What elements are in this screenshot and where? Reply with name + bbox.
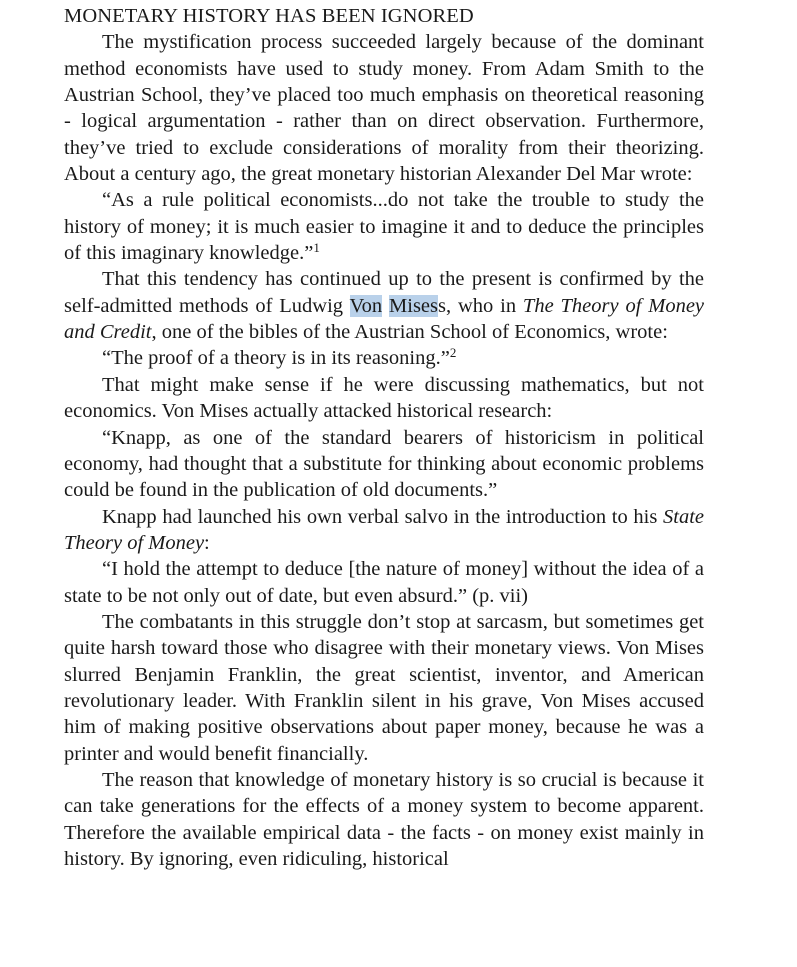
paragraph-text: That might make sense if he were discussing mathematics, but not economics. Von Mises actually attacked historical research: xyxy=(64,373,704,423)
paragraph xyxy=(64,266,704,345)
paragraph-text xyxy=(382,295,389,317)
paragraph xyxy=(64,609,704,767)
paragraph-text: s, who in xyxy=(438,294,523,317)
paragraph-text: The reason that knowledge of monetary history is so crucial is because it can take generations for the effects of a money system to become apparent. Therefore the available empirical data - the facts - on money exist mainly in history. By ignoring, even ridiculing, historical xyxy=(64,768,704,870)
section-heading: MONETARY HISTORY HAS BEEN IGNORED xyxy=(64,5,474,27)
quote-text: “As a rule political economists...do not take the trouble to study the history of money; it is much easier to imagine it and to deduce the principles of this imaginary knowledge.” xyxy=(64,189,704,265)
paragraph-text: Knapp had launched his own verbal salvo in the introduction to his xyxy=(102,505,663,528)
search-highlight: Mises xyxy=(389,294,439,317)
quote-paragraph xyxy=(64,345,704,371)
text-column xyxy=(64,3,704,872)
quote-text: “The proof of a theory is in its reasoning.” xyxy=(102,347,450,370)
footnote-marker[interactable]: 1 xyxy=(313,240,320,256)
paragraph-text: The combatants in this struggle don’t stop at sarcasm, but sometimes get quite harsh toward those who disagree with their monetary views. Von Mises slurred Benjamin Franklin, the great scientist, inventor, and American revolutionary leader. With Franklin silent in his grave, Von Mises accused him of making positive observations about paper money, because he was a printer and would benefit financially. xyxy=(64,610,704,765)
quote-text: “I hold the attempt to deduce [the nature of money] without the idea of a state to be not only out of date, but even absurd.” (p. vii) xyxy=(64,558,704,607)
paragraph-text: , one of the bibles of the Austrian School of Economics, wrote: xyxy=(151,321,668,344)
paragraph-text: : xyxy=(204,531,210,554)
quote-paragraph xyxy=(64,187,704,266)
quote-paragraph xyxy=(64,556,704,609)
paragraph xyxy=(64,372,704,425)
footnote-marker[interactable]: 2 xyxy=(449,345,457,361)
book-title: State Theory of Money xyxy=(64,505,704,554)
quote-paragraph xyxy=(64,425,704,504)
paragraph xyxy=(64,29,704,187)
paragraph-text: The mystification process succeeded largely because of the dominant method economists have used to study money. From Adam Smith to the Austrian School, they’ve placed too much emphasis on theoretical reasoning - logical argumentation - rather than on direct observation. Furthermore, they’ve tried to exclude considerations of morality from their theorizing. About a century ago, the great monetary historian Alexander Del Mar wrote: xyxy=(64,31,704,186)
paragraph xyxy=(64,504,704,557)
quote-text: “Knapp, as one of the standard bearers of historicism in political economy, had thought that a substitute for thinking about economic problems could be found in the publication of old documents.” xyxy=(64,426,704,502)
search-highlight: Von xyxy=(349,294,383,317)
paragraph xyxy=(64,767,704,872)
book-title: The Theory of Money and Credit xyxy=(64,294,705,344)
paragraph-text: That this tendency has continued up to the present is confirmed by the self-admitted methods of Ludwig xyxy=(64,268,704,317)
